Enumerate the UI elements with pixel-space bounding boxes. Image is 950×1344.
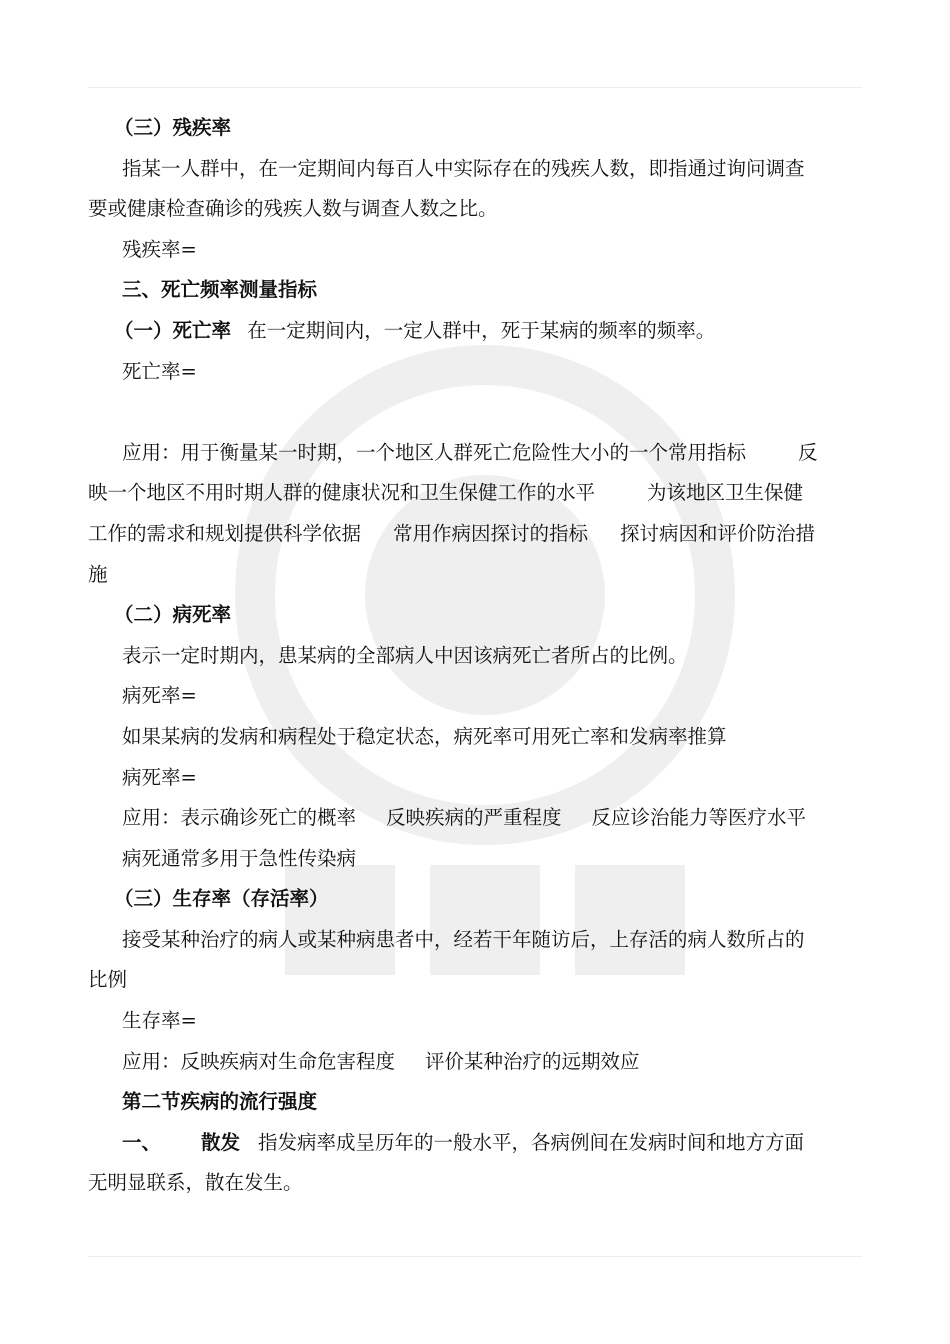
- text-segment: 评价某种治疗的远期效应: [425, 1049, 640, 1073]
- section-heading: 三、死亡频率测量指标: [122, 278, 318, 302]
- header-rule: [88, 87, 862, 88]
- formula-line: 死亡率=: [122, 359, 197, 383]
- paragraph: [88, 514, 862, 555]
- subsection-title: （三）生存率（存活率）: [114, 887, 329, 911]
- text-segment: 反: [798, 440, 818, 464]
- subsection-title: （三）残疾率: [114, 116, 232, 139]
- text-segment: 探讨病因和评价防治措: [620, 521, 816, 545]
- paragraph: [88, 311, 862, 352]
- text-segment: 映一个地区不用时期人群的健康状况和卫生保健工作的水平: [88, 481, 596, 505]
- text-segment: 反应诊治能力等医疗水平: [591, 806, 807, 830]
- inline-definition: 在一定期间内，一定人群中，死于某病的频率的频率。: [247, 318, 716, 342]
- paragraph: 无明显联系，散在发生。: [88, 1171, 303, 1195]
- text-segment: 为该地区卫生保健: [647, 481, 804, 505]
- text-segment: 指发病率成呈历年的一般水平，各病例间在发病时间和地方方面: [258, 1130, 805, 1154]
- formula-line: 生存率=: [122, 1009, 197, 1033]
- term: 散发: [201, 1130, 241, 1154]
- paragraph: 比例: [88, 968, 128, 992]
- section-heading: 第二节疾病的流行强度: [122, 1090, 318, 1114]
- text-segment: 应用：表示确诊死亡的概率: [122, 806, 357, 830]
- paragraph: 施: [88, 562, 108, 586]
- formula-line: 病死率=: [122, 684, 197, 708]
- paragraph: [88, 473, 862, 514]
- text-segment: 常用作病因探讨的指标: [393, 521, 589, 545]
- document-body: [88, 108, 862, 1204]
- formula-line: 病死率=: [122, 765, 197, 789]
- paragraph: 表示一定时期内，患某病的全部病人中因该病死亡者所占的比例。: [122, 643, 688, 667]
- paragraph: 要或健康检查确诊的残疾人数与调查人数之比。: [88, 197, 498, 221]
- paragraph: 病死通常多用于急性传染病: [122, 846, 357, 870]
- paragraph: 指某一人群中，在一定期间内每百人中实际存在的残疾人数，即指通过询问调查: [122, 156, 805, 180]
- text-segment: 应用：用于衡量某一时期，一个地区人群死亡危险性大小的一个常用指标: [122, 440, 747, 464]
- paragraph: 接受某种治疗的病人或某种病患者中，经若干年随访后，上存活的病人数所占的: [122, 927, 805, 951]
- paragraph: [88, 433, 862, 474]
- text-segment: 工作的需求和规划提供科学依据: [88, 521, 362, 545]
- paragraph: 如果某病的发病和病程处于稳定状态，病死率可用死亡率和发病率推算: [122, 724, 727, 748]
- text-segment: 反映疾病的严重程度: [386, 806, 562, 830]
- footer-rule: [88, 1256, 862, 1257]
- subsection-title: （二）病死率: [114, 603, 232, 627]
- formula-line: 残疾率=: [122, 237, 197, 261]
- subsection-title: （一）死亡率: [114, 318, 232, 342]
- text-segment: 应用：反映疾病对生命危害程度: [122, 1049, 396, 1073]
- paragraph: [88, 1042, 862, 1083]
- paragraph: [88, 1123, 862, 1164]
- paragraph: [88, 798, 862, 839]
- list-number: 一、: [122, 1130, 162, 1154]
